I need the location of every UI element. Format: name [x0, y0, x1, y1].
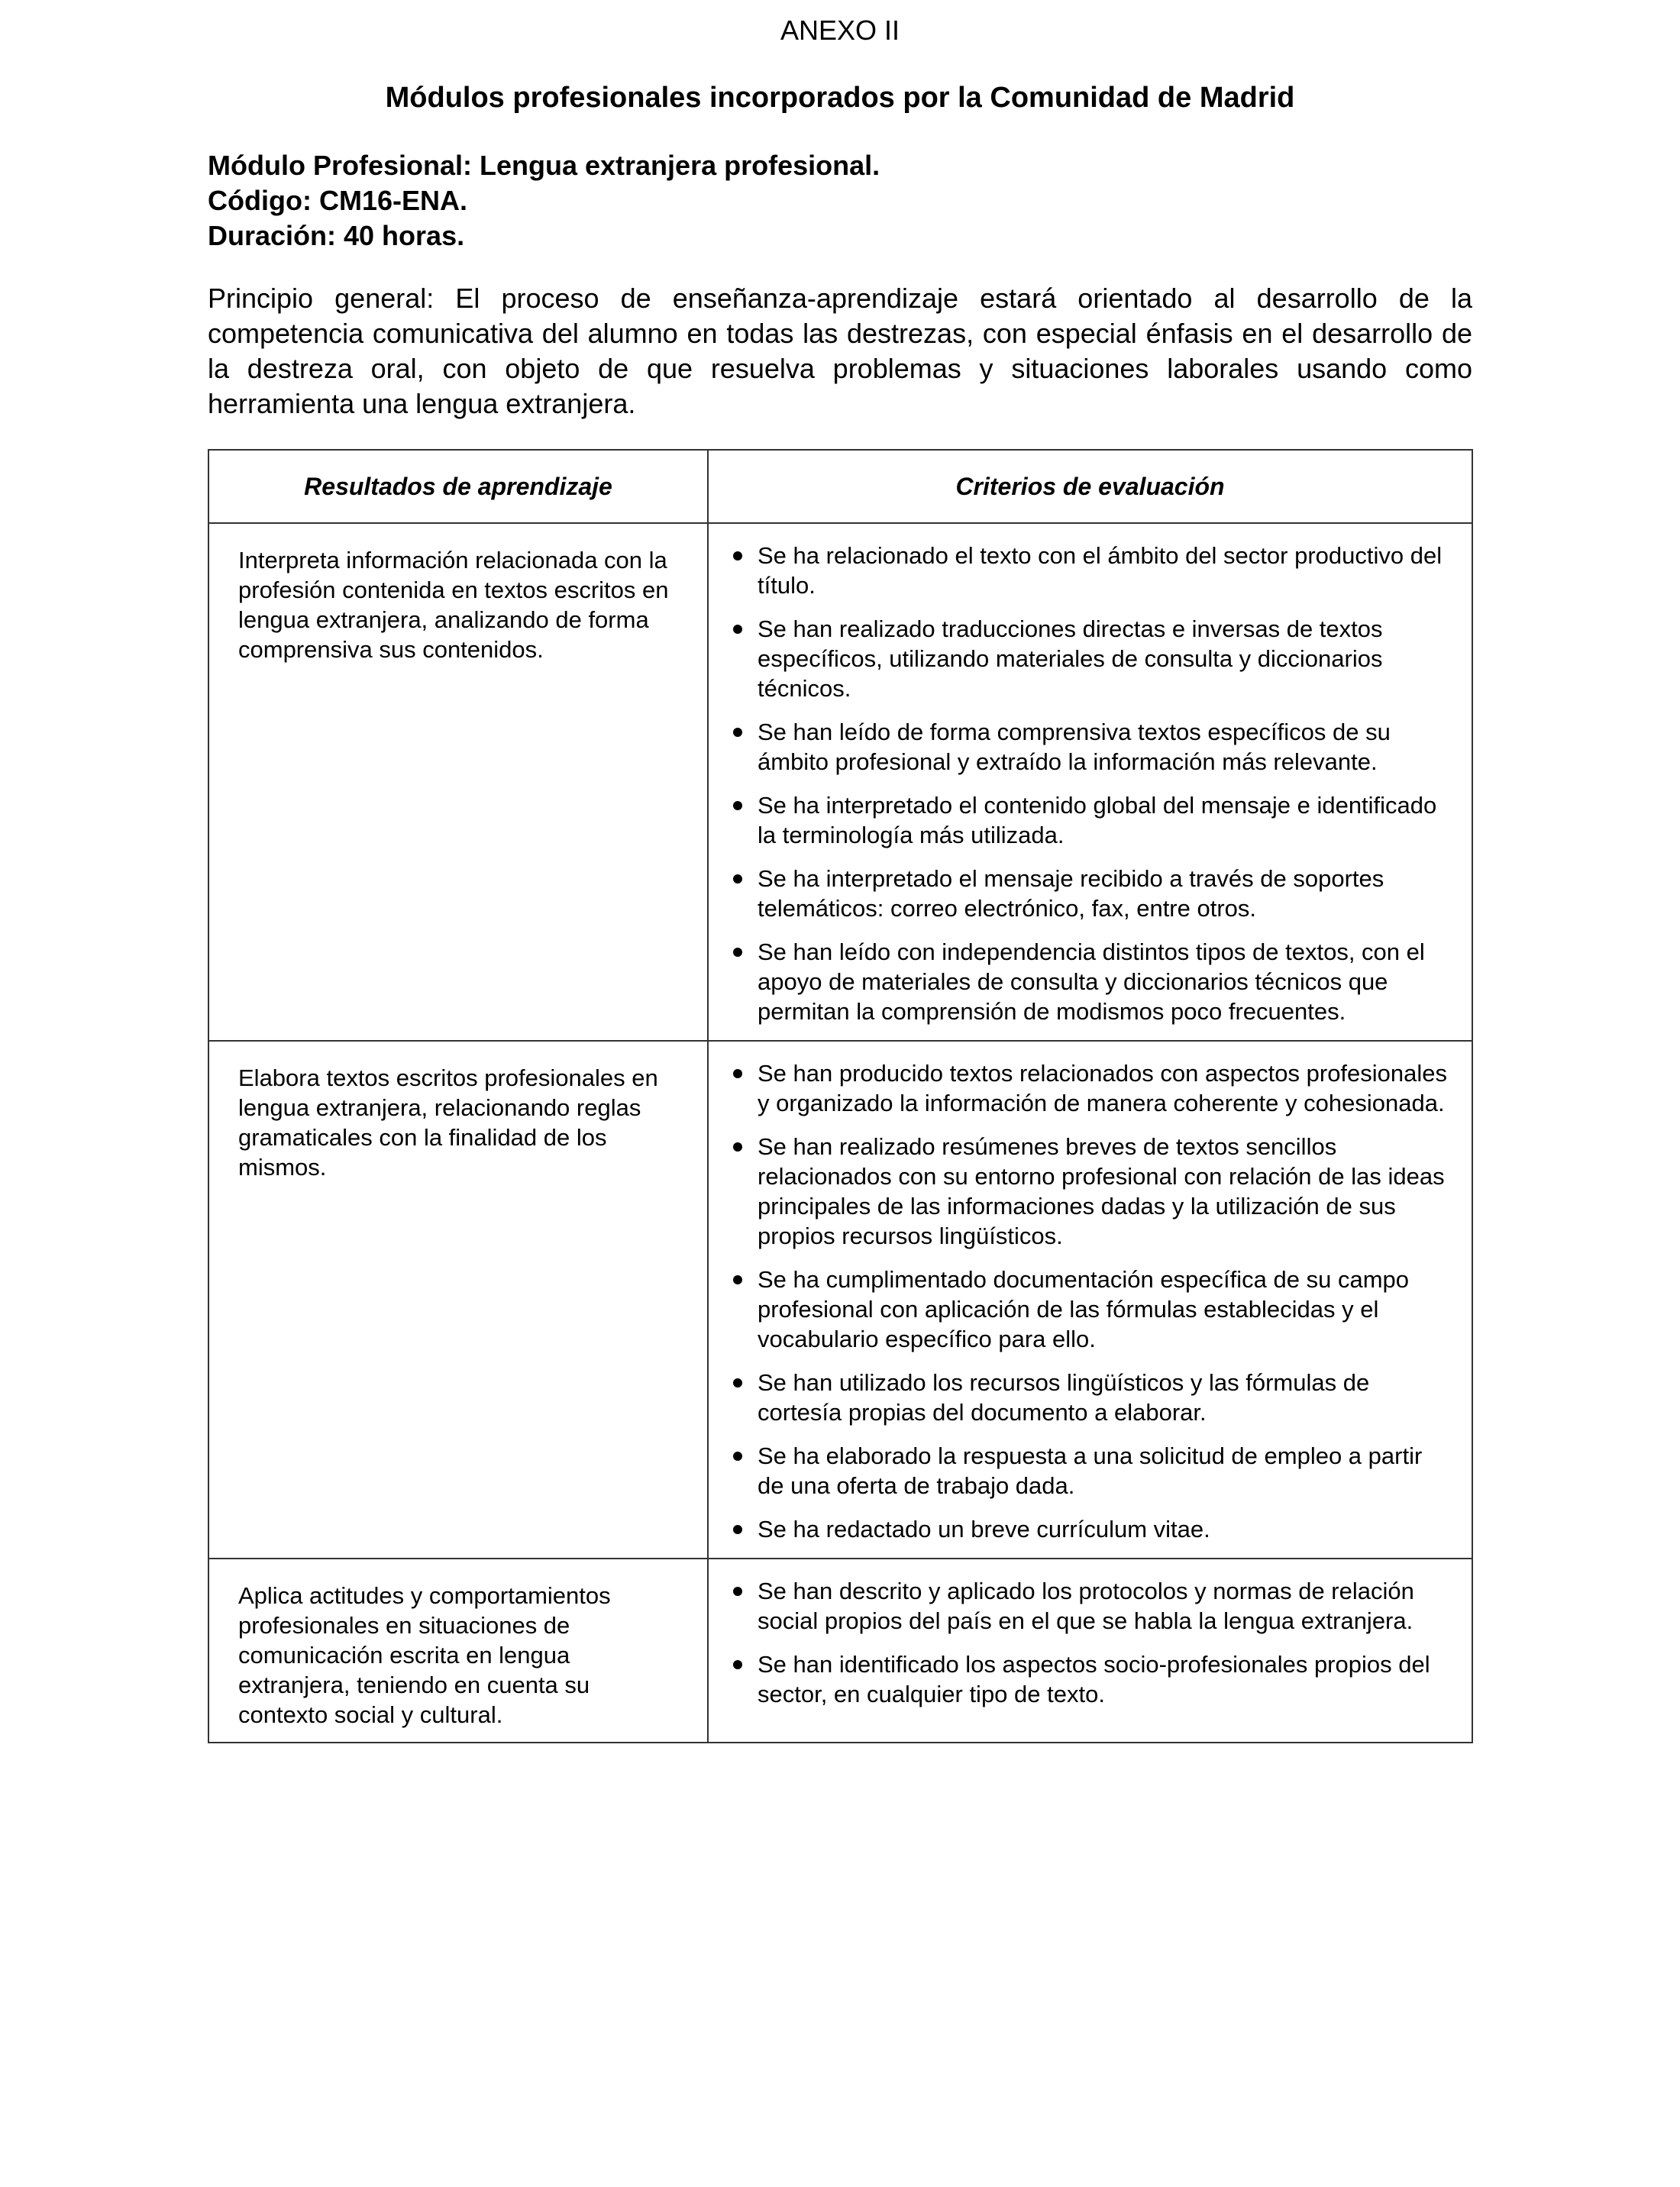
bullet-icon	[733, 1525, 742, 1534]
criterion-text: Se ha relacionado el texto con el ámbito del sector productivo del título.	[758, 542, 1443, 599]
learning-outcome-cell	[208, 523, 708, 1041]
bullet-icon	[733, 1587, 742, 1596]
criteria-list	[709, 524, 1472, 1040]
criterion-text: Se ha interpretado el mensaje recibido a través de soportes telemáticos: correo electrónico, fax, entre otros.	[758, 865, 1384, 922]
learning-outcome: Aplica actitudes y comportamientos profesionales en situaciones de comunicación escrita en lengua extranjera, teniendo en cuenta su contexto social y cultural.	[238, 1582, 611, 1728]
criteria-list	[709, 1559, 1472, 1723]
criterion-item	[732, 864, 1449, 923]
table-header-row	[208, 450, 1472, 523]
criterion-item	[732, 614, 1449, 703]
bullet-icon	[733, 1452, 742, 1461]
criterion-text: Se han descrito y aplicado los protocolos y normas de relación social propios del país en el que se habla la lengua extranjera.	[758, 1578, 1414, 1634]
criterion-item	[732, 1576, 1449, 1636]
criterion-item	[732, 790, 1449, 850]
document-subtitle: Módulos profesionales incorporados por la Comunidad de Madrid	[385, 82, 1295, 114]
criterion-item	[732, 1058, 1449, 1118]
module-name: Módulo Profesional: Lengua extranjera profesional.	[208, 150, 880, 181]
general-principle: Principio general: El proceso de enseñanza-aprendizaje estará orientado al desarrollo de la competencia comunicativa del alumno en todas las destrezas, con especial énfasis en el desarrollo de la destreza oral, con objeto de que resuelva problemas y situaciones laborales usando como herramienta una lengua extranjera.	[208, 283, 1472, 419]
bullet-icon	[733, 1378, 742, 1387]
learning-outcome: Interpreta información relacionada con la profesión contenida en textos escritos en lengua extranjera, analizando de forma comprensiva sus contenidos.	[238, 547, 669, 663]
bullet-icon	[733, 801, 742, 810]
criteria-cell	[708, 523, 1472, 1041]
criterion-item	[732, 1368, 1449, 1427]
criterion-item	[732, 1132, 1449, 1251]
criteria-cell	[708, 1041, 1472, 1559]
criterion-item	[732, 1649, 1449, 1709]
learning-outcome: Elabora textos escritos profesionales en lengua extranjera, relacionando reglas gramaticales con la finalidad de los mismos.	[238, 1064, 658, 1181]
criterion-text: Se ha cumplimentado documentación específica de su campo profesional con aplicación de las fórmulas establecidas y el vocabulario específico para ello.	[758, 1266, 1409, 1352]
table-row	[208, 1559, 1472, 1743]
learning-outcome-cell	[208, 1041, 708, 1559]
criterion-text: Se ha redactado un breve currículum vitae.	[758, 1516, 1210, 1543]
criterion-text: Se ha elaborado la respuesta a una solicitud de empleo a partir de una oferta de trabajo dada.	[758, 1442, 1423, 1499]
header-learning-outcomes: Resultados de aprendizaje	[208, 450, 708, 523]
bullet-icon	[733, 1660, 742, 1669]
criterion-text: Se han utilizado los recursos lingüísticos y las fórmulas de cortesía propias del documento a elaborar.	[758, 1369, 1370, 1426]
criterion-text: Se han leído de forma comprensiva textos específicos de su ámbito profesional y extraído la información más relevante.	[758, 719, 1391, 775]
criteria-list	[709, 1042, 1472, 1558]
criterion-text: Se ha interpretado el contenido global del mensaje e identificado la terminología más utilizada.	[758, 792, 1437, 848]
criterion-item	[732, 937, 1449, 1026]
criterion-item	[732, 1265, 1449, 1354]
bullet-icon	[733, 874, 742, 884]
bullet-icon	[733, 551, 742, 560]
bullet-icon	[733, 728, 742, 737]
criterion-item	[732, 541, 1449, 600]
criterion-text: Se han realizado resúmenes breves de textos sencillos relacionados con su entorno profesional con relación de las ideas principales de las informaciones dadas y la utilización de sus propios recursos lingüísticos.	[758, 1133, 1445, 1249]
module-duration: Duración: 40 horas.	[208, 220, 465, 251]
header-evaluation-criteria: Criterios de evaluación	[708, 450, 1472, 523]
table-row	[208, 523, 1472, 1041]
learning-outcome-cell	[208, 1559, 708, 1743]
criterion-text: Se han identificado los aspectos socio-profesionales propios del sector, en cualquier tipo de texto.	[758, 1651, 1430, 1707]
bullet-icon	[733, 1275, 742, 1284]
curriculum-table	[208, 449, 1473, 1743]
criterion-text: Se han leído con independencia distintos tipos de textos, con el apoyo de materiales de consulta y diccionarios técnicos que permitan la comprensión de modismos poco frecuentes.	[758, 938, 1425, 1025]
criterion-item	[732, 1441, 1449, 1501]
criterion-item	[732, 1514, 1449, 1544]
criterion-item	[732, 717, 1449, 777]
module-code: Código: CM16-ENA.	[208, 185, 467, 216]
bullet-icon	[733, 948, 742, 957]
table-row	[208, 1041, 1472, 1559]
bullet-icon	[733, 625, 742, 634]
module-info	[208, 148, 880, 254]
criteria-cell	[708, 1559, 1472, 1743]
criterion-text: Se han realizado traducciones directas e inversas de textos específicos, utilizando materiales de consulta y diccionarios técnicos.	[758, 615, 1383, 702]
criterion-text: Se han producido textos relacionados con aspectos profesionales y organizado la información de manera coherente y cohesionada.	[758, 1060, 1448, 1116]
bullet-icon	[733, 1142, 742, 1152]
bullet-icon	[733, 1069, 742, 1078]
page-title: ANEXO II	[780, 15, 900, 46]
